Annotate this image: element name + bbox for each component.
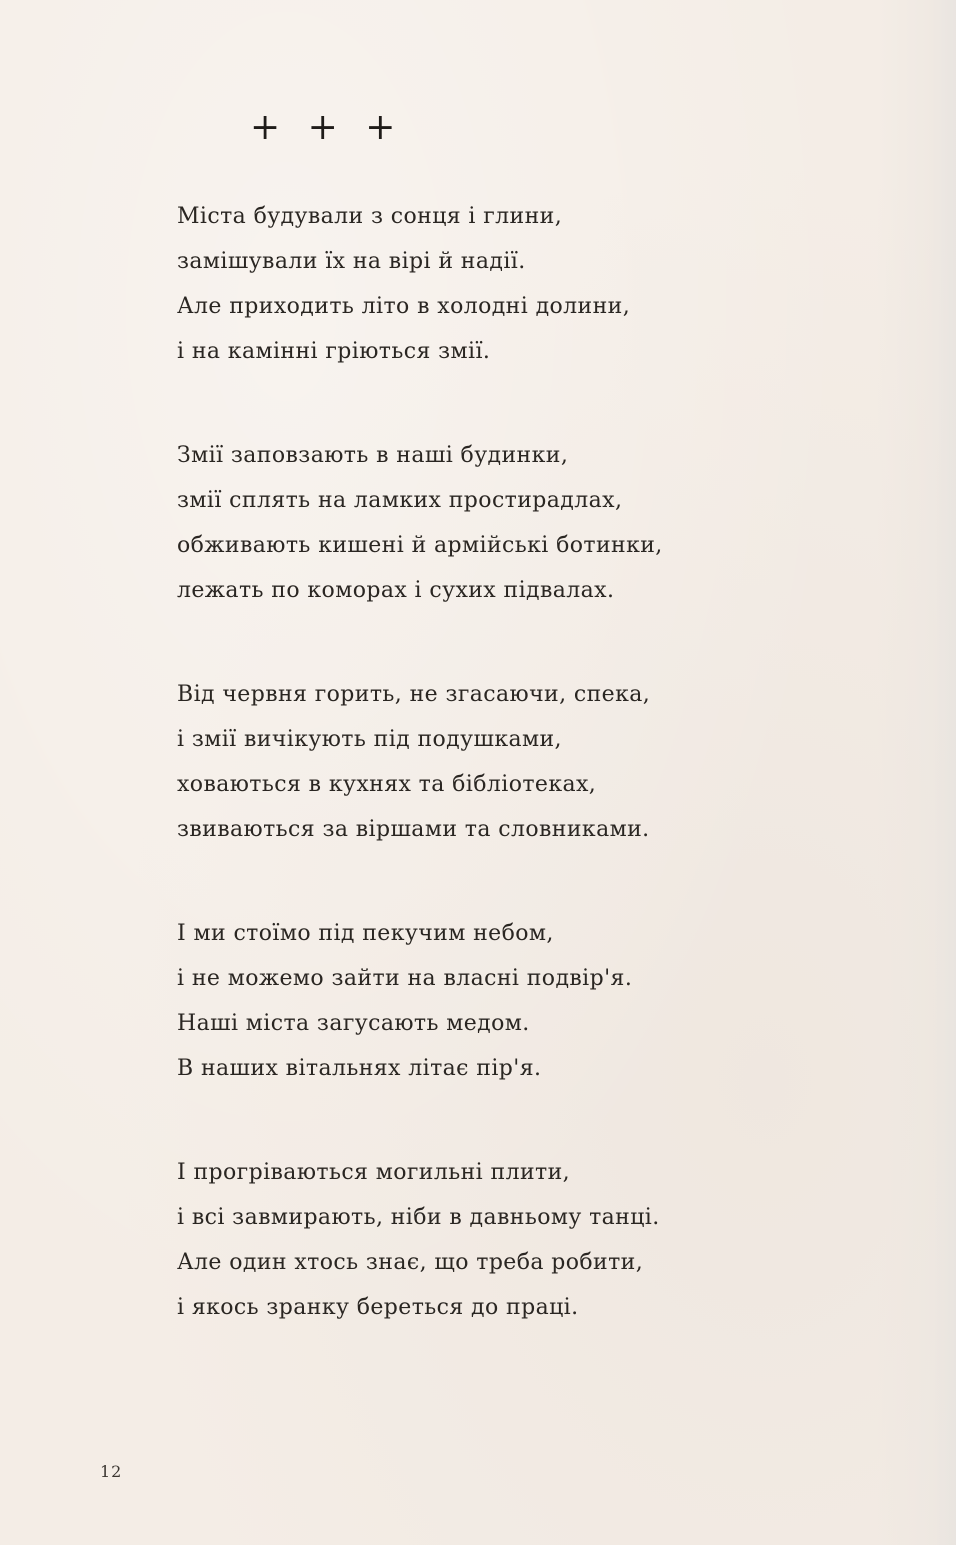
poem-line: Але один хтось знає, що треба робити,: [177, 1250, 644, 1275]
poem-line: і змії вичікують під подушками,: [177, 727, 562, 752]
poem-line: І прогріваються могильні плити,: [177, 1160, 571, 1185]
poem-line: і на камінні гріються змії.: [177, 339, 491, 364]
poem-line: лежать по коморах і сухих підвалах.: [177, 578, 615, 603]
poem-line: обживають кишені й армійські ботинки,: [177, 533, 663, 558]
poem-line: В наших вітальнях літає пір'я.: [177, 1056, 542, 1081]
stanza-1: [177, 194, 897, 374]
poem-line: і якось зранку береться до праці.: [177, 1295, 579, 1320]
poem-line: і не можемо зайти на власні подвір'я.: [177, 966, 633, 991]
poem-line: ховаються в кухнях та бібліотеках,: [177, 772, 597, 797]
poem-line: Міста будували з сонця і глини,: [177, 204, 563, 229]
stanza-2: [177, 433, 897, 613]
poem-line: замішували їх на вірі й надії.: [177, 249, 526, 274]
stanza-4: [177, 911, 897, 1091]
stanza-3: [177, 672, 897, 852]
poem-line: і всі завмирають, ніби в давньому танці.: [177, 1205, 660, 1230]
poem-line: Змії заповзають в наші будинки,: [177, 443, 569, 468]
stanza-5: [177, 1150, 897, 1330]
poem-line: Наші міста загусають медом.: [177, 1011, 530, 1036]
poem-title-mark: + + +: [250, 107, 404, 148]
poem-body: [177, 194, 897, 1389]
poem-line: І ми стоїмо під пекучим небом,: [177, 921, 554, 946]
poem-line: Але приходить літо в холодні долини,: [177, 294, 631, 319]
poem-line: звиваються за віршами та словниками.: [177, 817, 650, 842]
page-number: 12: [100, 1462, 123, 1481]
poem-line: змії сплять на ламких простирадлах,: [177, 488, 623, 513]
poem-line: Від червня горить, не згасаючи, спека,: [177, 682, 651, 707]
